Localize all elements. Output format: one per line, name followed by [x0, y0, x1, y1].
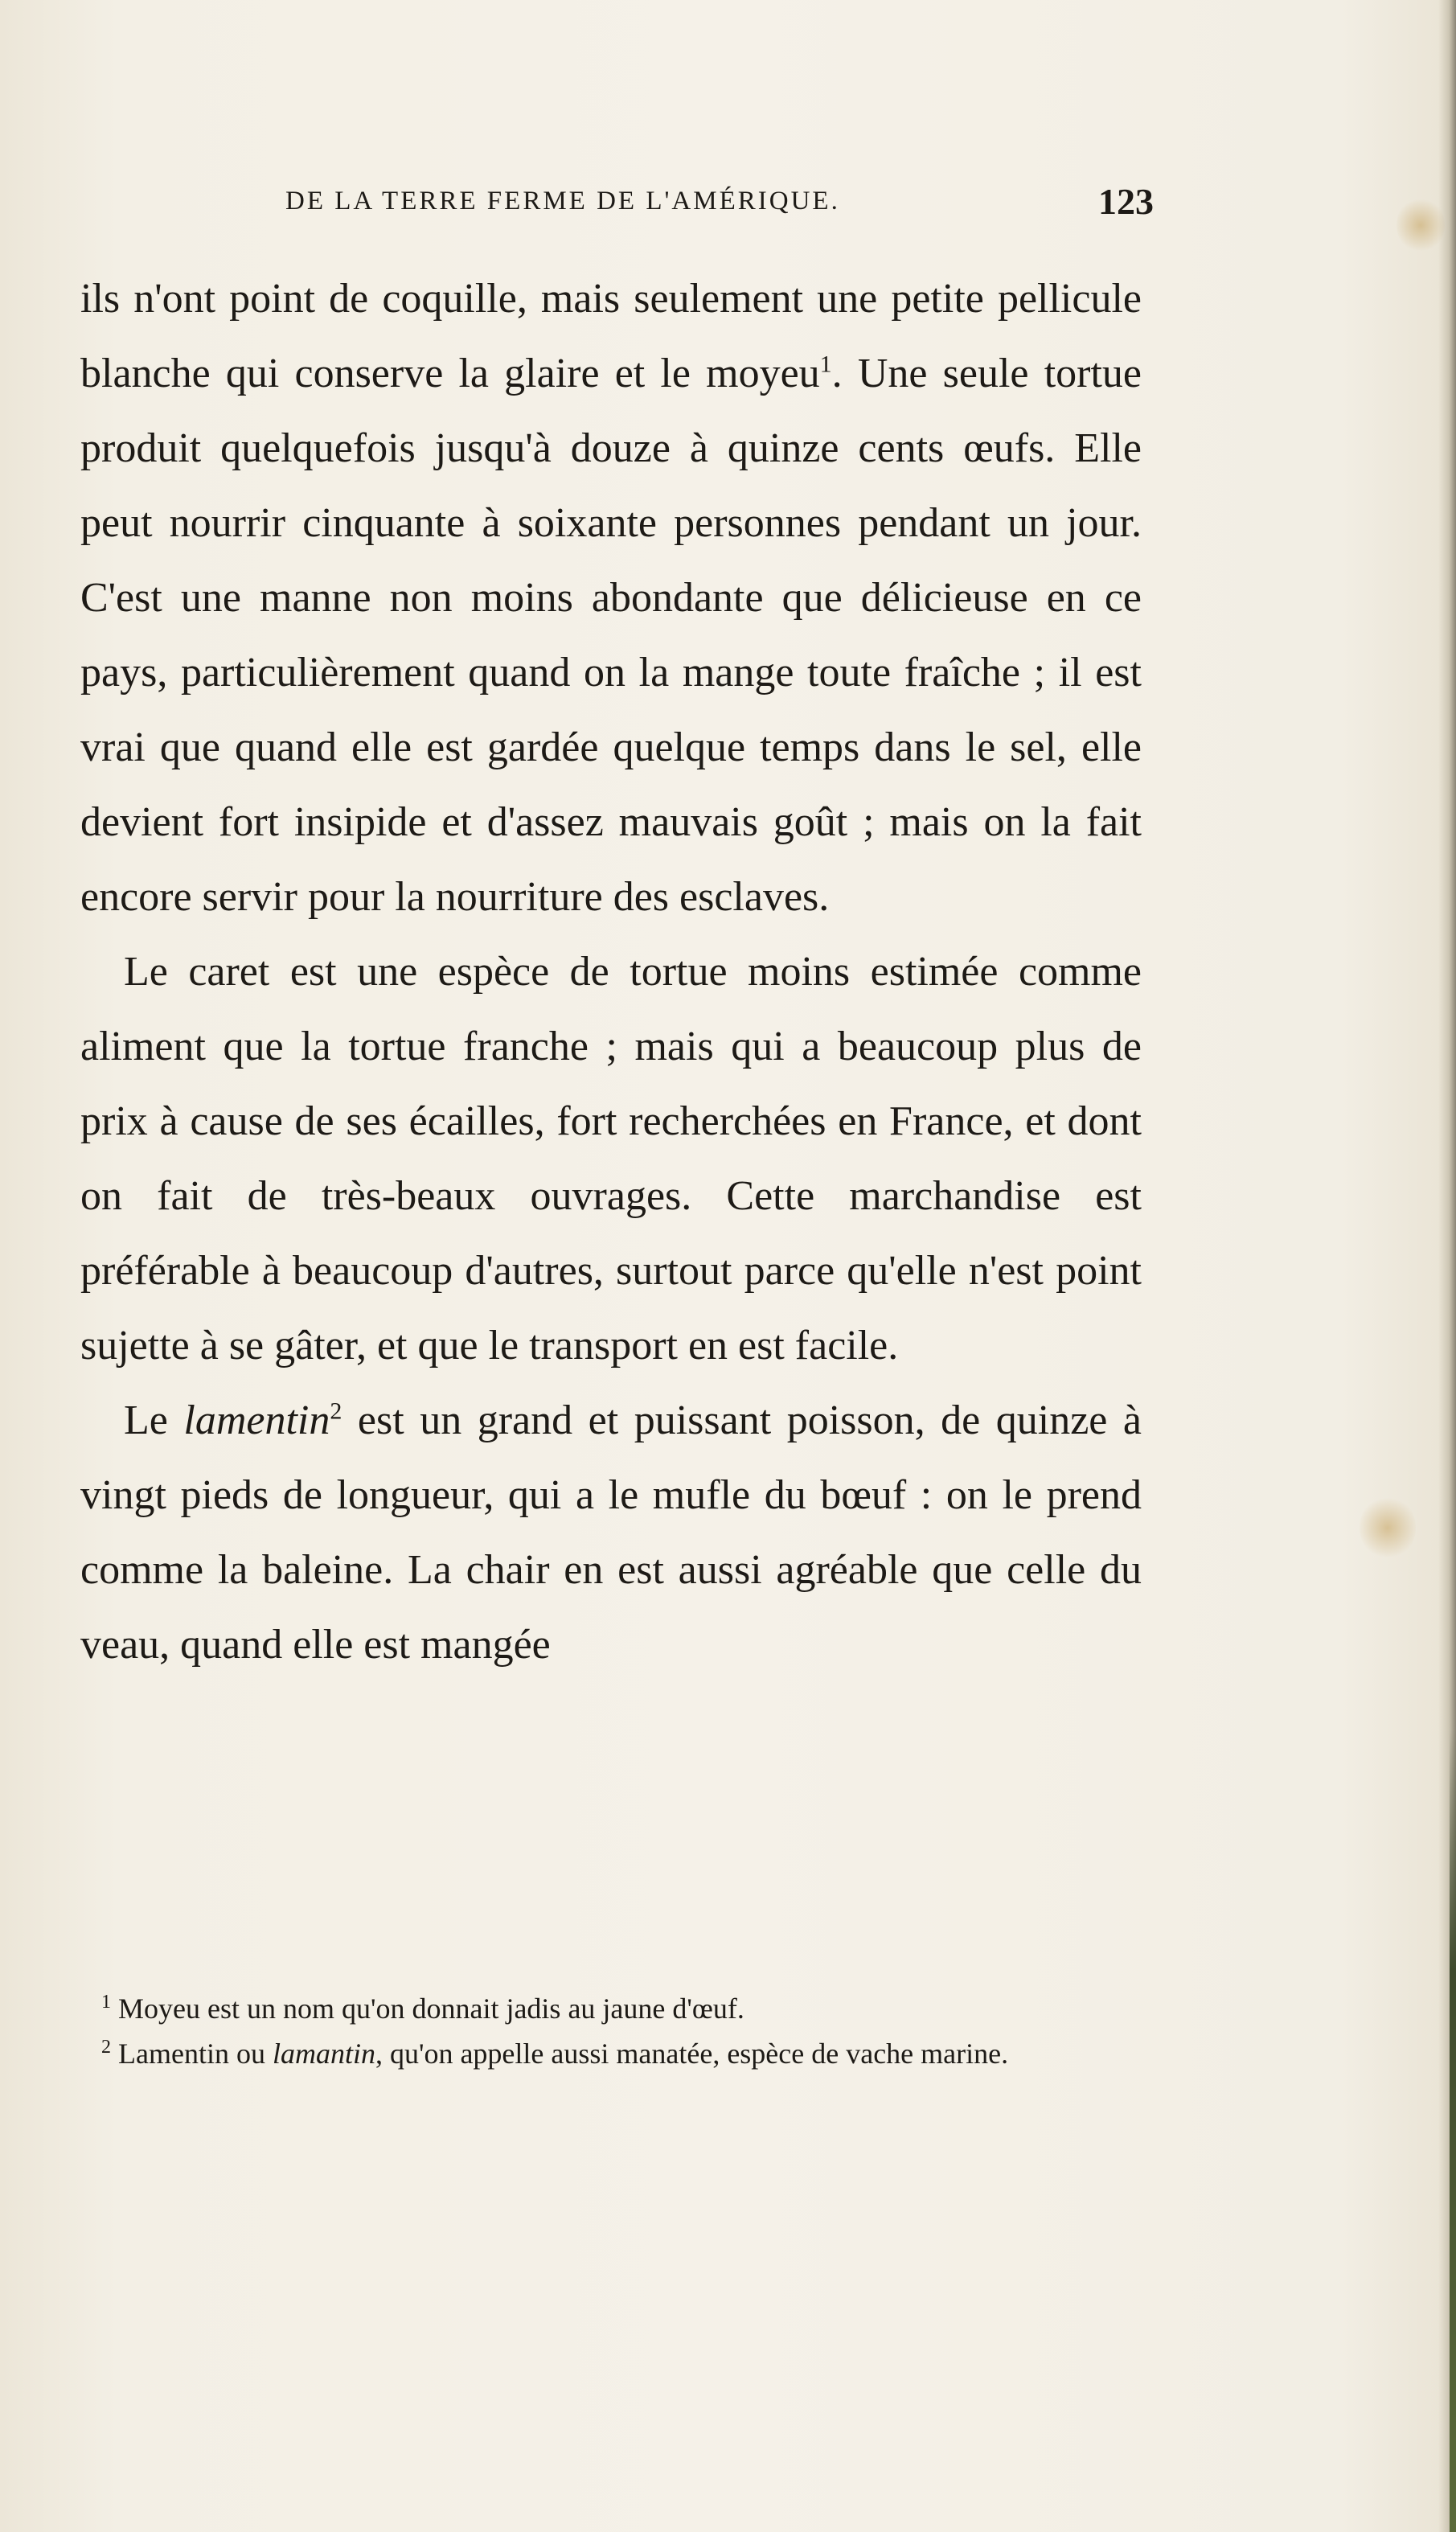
- footnote-2-italic: lamantin: [272, 2038, 375, 2070]
- footnote-1: [79, 1986, 1140, 2031]
- body-text: [80, 261, 1142, 1682]
- page-edge-binding: [1450, 1729, 1456, 2532]
- paragraph-3: [80, 1383, 1142, 1682]
- paragraph-3-tail: est un grand et puissant poisson, de quinze à vingt pieds de longueur, qui a le mufle du bœuf : on le prend comme la baleine. La chair en est aussi agréable que celle du veau, quand elle est mangée: [80, 1397, 1142, 1668]
- page-number: 123: [1098, 181, 1154, 222]
- footnote-2-mark: 2: [101, 2037, 111, 2058]
- paragraph-3-lead: Le: [124, 1397, 184, 1443]
- footnote-1-mark: 1: [101, 1992, 111, 2013]
- footnote-2-lead: Lamentin ou: [111, 2038, 273, 2070]
- footnote-1-text: Moyeu est un nom qu'on donnait jadis au jaune d'œuf.: [111, 1992, 744, 2025]
- running-head: DE LA TERRE FERME DE L'AMÉRIQUE.: [285, 187, 840, 215]
- footnote-2-tail: , qu'on appelle aussi manatée, espèce de vache marine.: [375, 2038, 1009, 2070]
- paragraph-3-italic: lamentin: [183, 1397, 330, 1443]
- footnote-2: [79, 2031, 1140, 2076]
- footnote-ref-2: 2: [330, 1397, 342, 1425]
- paper-stain: [1360, 1496, 1416, 1560]
- paragraph-1: [80, 261, 1142, 934]
- footnote-ref-1: 1: [819, 351, 832, 378]
- paragraph-1-tail: . Une seule tortue produit quelquefois jusqu'à douze à quinze cents œufs. Elle peut nourrir cinquante à soixante personnes pendant un jour. C'est une manne non moins abondante que délicieuse en ce pays, particulièrement quand on la mange toute fraîche ; il est vrai que quand elle est gardée quelque temps dans le sel, elle devient fort insipide et d'assez mauvais goût ; mais on la fait encore servir pour la nourriture des esclaves.: [80, 351, 1142, 920]
- page-header: [285, 181, 1154, 227]
- paragraph-2: Le caret est une espèce de tortue moins estimée comme aliment que la tortue franche ; mais qui a beaucoup plus de prix à cause de ses écailles, fort recherchées en France, et dont on fait de très-beaux ouvrages. Cette marchandise est préférable à beaucoup d'autres, surtout parce qu'elle n'est point sujette à se gâter, et que le transport en est facile.: [80, 949, 1142, 1369]
- footnotes: [79, 1986, 1140, 2076]
- paper-stain: [1397, 197, 1445, 253]
- paragraph-1-text: ils n'ont point de coquille, mais seulement une petite pellicule blanche qui conserve la glaire et le moyeu: [80, 276, 1142, 396]
